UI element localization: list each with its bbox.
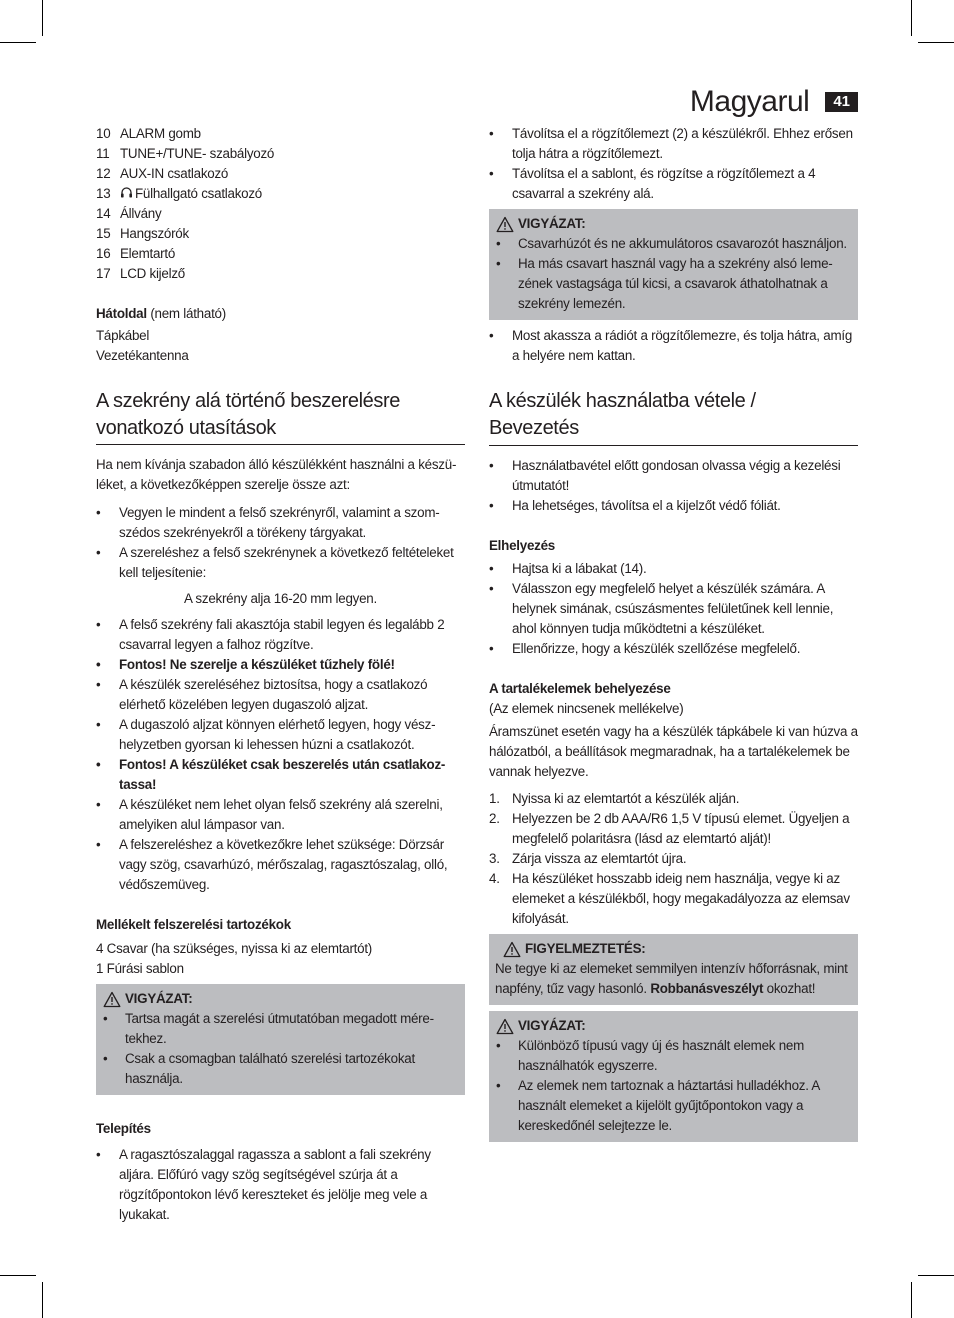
crop-mark bbox=[918, 1275, 954, 1276]
bullets-top bbox=[489, 124, 858, 204]
back-item: Tápkábel bbox=[96, 328, 150, 343]
list-item: • Ha lehetséges, távolítsa el a kijelzőt védő fóliát. bbox=[489, 496, 858, 516]
right-column bbox=[489, 124, 858, 1142]
list-item bbox=[96, 264, 465, 284]
list-item bbox=[96, 144, 465, 164]
list-item: • Tartsa magát a szerelési útmutatóban megadott méretekhez. bbox=[103, 1009, 458, 1049]
list-item: • Csavarhúzót és ne akkumulátoros csavarozót használjon. bbox=[496, 234, 851, 254]
left-column bbox=[96, 124, 465, 1225]
caution-title: VIGYÁZAT: bbox=[103, 989, 458, 1009]
installation-bullets bbox=[96, 1145, 465, 1225]
list-item: • A készülék szereléséhez biztosítsa, hogy a csatlakozó elérhető közelében legyen dugaszoló aljzat. bbox=[96, 675, 465, 715]
list-item bbox=[96, 224, 465, 244]
installation-heading: Telepítés bbox=[96, 1121, 151, 1136]
warning-triangle-icon bbox=[496, 216, 514, 233]
list-item: • Hajtsa ki a lábakat (14). bbox=[489, 559, 858, 579]
warning-box bbox=[489, 934, 858, 1005]
list-item: 2. Helyezzen be 2 db AAA/R6 1,5 V típusú elemet. Ügyeljen a megfelelő polaritásra (lásd az elemtartó alját)! bbox=[489, 811, 850, 846]
list-item: • Használatbavétel előtt gondosan olvassa végig a kezelési útmutatót! bbox=[489, 456, 858, 496]
list-item: • Vegyen le mindent a felső szekrényről, valamint a szomszédos szekrényekről a törékeny tárgyakat. bbox=[96, 503, 465, 543]
item-number: 13 bbox=[96, 186, 111, 201]
list-item: • A készüléket nem lehet olyan felső szekrény alá szerelni, amelyiken alul lámpasor van. bbox=[96, 795, 465, 835]
warning-title: FIGYELMEZTETÉS: bbox=[495, 939, 851, 959]
list-item: • Ellenőrizze, hogy a készülék szellőzése megfelelő. bbox=[489, 639, 858, 659]
list-item: • Különböző típusú vagy új és használt elemek nem használhatók egyszerre. bbox=[496, 1036, 851, 1076]
caution-box bbox=[489, 1011, 858, 1142]
battery-heading: A tartalékelemek behelyezése bbox=[489, 681, 671, 696]
battery-note: (Az elemek nincsenek mellékelve) bbox=[489, 701, 684, 716]
accessories-heading: Mellékelt felszerelési tartozékok bbox=[96, 917, 291, 932]
battery-intro: Áramszünet esetén vagy ha a készülék tápkábele ki van húzva a hálózatból, a beállítások megmaradnak, ha a tartalékelemek be vannak helyezve. bbox=[489, 724, 858, 779]
item-number: 14 bbox=[96, 206, 111, 221]
item-number: 11 bbox=[96, 146, 110, 161]
list-item: 4. Ha készüléket hosszabb ideig nem használja, vegye ki az elemeket a készülékből, hogy megakadályozza az elemsav kifolyását. bbox=[489, 871, 850, 926]
item-number: 17 bbox=[96, 266, 111, 281]
list-item: • Az elemek nem tartoznak a háztartási hulladékhoz. A használt elemeket a kijelölt gyűjtőpontokon vagy a kereskedőnél selejtezze le. bbox=[496, 1076, 851, 1136]
section-heading-install: A szekrény alá történő beszerelésre vonatkozó utasítások bbox=[96, 388, 465, 445]
placement-bullets bbox=[489, 559, 858, 659]
language-title: Magyarul bbox=[689, 85, 810, 118]
headphone-icon bbox=[120, 185, 133, 198]
page-number: 41 bbox=[825, 92, 858, 112]
list-item: • Most akassza a rádiót a rögzítőlemezre, és tolja hátra, amíg a helyére nem kattan. bbox=[489, 326, 858, 366]
list-item: • A szereléshez a felső szekrénynek a következő feltételeket kell teljesítenie: bbox=[96, 543, 465, 583]
list-item: • Fontos! Ne szerelje a készüléket tűzhely fölé! bbox=[96, 655, 465, 675]
item-number: 16 bbox=[96, 246, 111, 261]
caution-box bbox=[96, 984, 465, 1095]
list-item bbox=[96, 184, 465, 204]
list-item: • A felszereléshez a következőkre lehet szüksége: Dörzsár vagy szög, csavarhúzó, mérőszalag, ragasztószalag, olló, védőszemüveg. bbox=[96, 835, 465, 895]
section-heading-start: A készülék használatba vétele / Bevezetés bbox=[489, 390, 756, 439]
list-item: • A dugaszoló aljzat könnyen elérhető legyen, hogy vészhelyzetben gyorsan ki lehessen húzni a csatlakozót. bbox=[96, 715, 465, 755]
crop-mark bbox=[911, 0, 912, 36]
page-header bbox=[690, 84, 858, 120]
item-label: Fülhallgató csatlakozó bbox=[135, 186, 262, 201]
placement-heading: Elhelyezés bbox=[489, 538, 555, 553]
install-condition: A szekrény alja 16-20 mm legyen. bbox=[184, 591, 377, 606]
item-label: ALARM gomb bbox=[120, 126, 201, 141]
battery-steps bbox=[489, 789, 858, 929]
warning-text: Ne tegye ki az elemeket semmilyen intenzív hőforrásnak, mint napfény, tűz vagy hasonló. Robbanásveszélyt okozhat! bbox=[495, 961, 848, 996]
bullets-after bbox=[489, 326, 858, 366]
item-label: Állvány bbox=[120, 206, 162, 221]
crop-mark bbox=[42, 1282, 43, 1318]
start-bullets bbox=[489, 456, 858, 516]
accessory-item: 1 Fúrási sablon bbox=[96, 961, 184, 976]
warning-triangle-icon bbox=[496, 1018, 514, 1035]
list-item: • Ha más csavart használ vagy ha a szekrény alsó lemezének vastagsága túl kicsi, a csavarok áthatolhatnak a szekrény lemezén. bbox=[496, 254, 851, 314]
back-side-label: Hátoldal (nem látható) bbox=[96, 306, 226, 321]
item-label: Hangszórók bbox=[120, 226, 189, 241]
list-item: • Távolítsa el a rögzítőlemezt (2) a készülékről. Ehhez erősen tolja hátra a rögzítőlemezt. bbox=[489, 124, 858, 164]
parts-list bbox=[96, 124, 465, 284]
list-item: • Távolítsa el a sablont, és rögzítse a rögzítőlemezt a 4 csavarral a szekrény alá. bbox=[489, 164, 858, 204]
item-label: AUX-IN csatlakozó bbox=[120, 166, 229, 181]
accessory-item: 4 Csavar (ha szükséges, nyissa ki az elemtartót) bbox=[96, 941, 373, 956]
caution-title: VIGYÁZAT: bbox=[496, 1016, 851, 1036]
crop-mark bbox=[918, 42, 954, 43]
list-item: 3. Zárja vissza az elemtartót újra. bbox=[489, 851, 687, 866]
warning-triangle-icon bbox=[103, 991, 121, 1008]
caution-box bbox=[489, 209, 858, 320]
item-label: TUNE+/TUNE- szabályozó bbox=[120, 146, 275, 161]
install-intro: Ha nem kívánja szabadon álló készülékként használni a készüléket, a következőképpen szerelje össze azt: bbox=[96, 457, 457, 492]
crop-mark bbox=[911, 1282, 912, 1318]
list-item bbox=[96, 164, 465, 184]
list-item: • Csak a csomagban található szerelési tartozékokat használja. bbox=[103, 1049, 458, 1089]
item-label: Elemtartó bbox=[120, 246, 176, 261]
caution-title: VIGYÁZAT: bbox=[496, 214, 851, 234]
item-number: 10 bbox=[96, 126, 111, 141]
install-bullets bbox=[96, 503, 465, 583]
list-item bbox=[96, 244, 465, 264]
item-number: 12 bbox=[96, 166, 111, 181]
warning-triangle-icon bbox=[503, 941, 521, 958]
item-label: LCD kijelző bbox=[120, 266, 185, 281]
crop-mark bbox=[0, 1275, 36, 1276]
list-item: • A ragasztószalaggal ragassza a sablont a fali szekrény aljára. Előfúró vagy szög segítségével szúrja át a rögzítőpontokon lévő kereszteket és jelölje meg vele a lyukakat. bbox=[96, 1145, 465, 1225]
crop-mark bbox=[0, 42, 36, 43]
list-item: • Fontos! A készüléket csak beszerelés után csatlakoztassa! bbox=[96, 755, 465, 795]
item-number: 15 bbox=[96, 226, 111, 241]
crop-mark bbox=[42, 0, 43, 36]
list-item: • A felső szekrény fali akasztója stabil legyen és legalább 2 csavarral legyen a falhoz rögzítve. bbox=[96, 615, 465, 655]
install-bullets bbox=[96, 615, 465, 895]
list-item: 1. Nyissa ki az elemtartót a készülék alján. bbox=[489, 791, 740, 806]
list-item bbox=[96, 204, 465, 224]
back-item: Vezetékantenna bbox=[96, 348, 189, 363]
list-item bbox=[96, 124, 465, 144]
list-item: • Válasszon egy megfelelő helyet a készülék számára. A helynek simának, csúszásmentes felületűnek kell lennie, ahol könnyen tudja működtetni a készüléket. bbox=[489, 579, 858, 639]
